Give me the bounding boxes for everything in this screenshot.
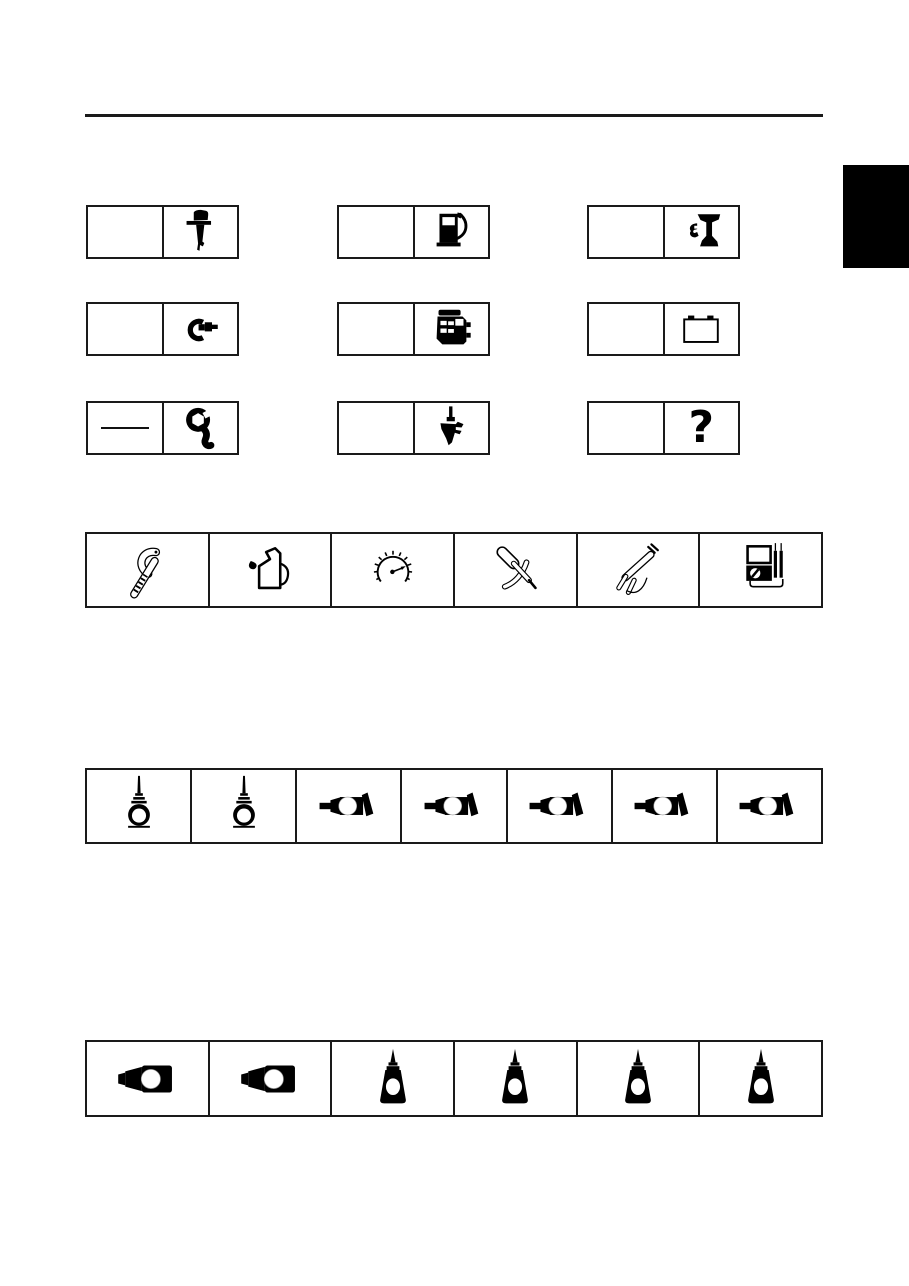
symbol-cell <box>716 770 821 842</box>
chapter-box-label-cell <box>589 207 665 257</box>
chapter-box-r1-c3 <box>587 205 740 259</box>
chapter-box-icon-cell <box>665 304 739 354</box>
symbol-cell <box>87 1042 208 1115</box>
chapter-box-label-cell <box>339 304 415 354</box>
symbol-cell <box>698 534 821 606</box>
chapter-box-label-cell <box>339 403 415 453</box>
vernier-calipers-icon <box>606 538 670 602</box>
sealant-tube-horizontal-icon <box>238 1047 302 1111</box>
sealant-tube-upright-icon <box>361 1047 425 1111</box>
symbol-cell <box>453 534 576 606</box>
bracket-unit-icon <box>677 208 725 256</box>
symbol-cell <box>87 534 208 606</box>
question-mark-icon: ? <box>688 402 715 453</box>
chapter-box-r2-c1 <box>86 302 239 356</box>
symbol-cell <box>330 534 453 606</box>
tool-symbol-strip <box>85 532 823 608</box>
chapter-box-label-cell <box>88 207 164 257</box>
chapter-box-icon-cell <box>415 304 489 354</box>
chapter-box-icon-cell <box>415 207 489 257</box>
symbol-cell <box>576 1042 699 1115</box>
power-unit-icon <box>427 305 475 353</box>
chapter-thumb-tab <box>843 165 909 268</box>
grease-applicator-icon <box>632 774 696 838</box>
sealant-tube-upright-icon <box>606 1047 670 1111</box>
chapter-box-label-cell <box>589 304 665 354</box>
oil-can-icon <box>238 538 302 602</box>
oiler-can-icon <box>107 774 171 838</box>
symbol-cell <box>208 1042 331 1115</box>
hand-tools-icon <box>115 538 179 602</box>
grease-applicator-icon <box>317 774 381 838</box>
grease-applicator-icon <box>527 774 591 838</box>
grease-applicator-icon <box>737 774 801 838</box>
symbol-cell <box>576 534 699 606</box>
symbol-cell <box>330 1042 453 1115</box>
chapter-box-label-cell <box>88 304 164 354</box>
multimeter-icon <box>729 538 793 602</box>
chapter-box-icon-cell <box>665 403 739 453</box>
micrometer-icon <box>176 305 224 353</box>
symbol-cell <box>611 770 716 842</box>
outboard-motor-icon <box>176 208 224 256</box>
symbol-cell <box>698 1042 821 1115</box>
chapter-box-icon-cell <box>164 304 238 354</box>
chapter-box-icon-cell <box>415 403 489 453</box>
chapter-box-r3-c1 <box>86 401 239 455</box>
chapter-box-r2-c2 <box>337 302 490 356</box>
symbol-cell <box>453 1042 576 1115</box>
battery-icon <box>677 305 725 353</box>
sealant-symbol-strip <box>85 1040 823 1117</box>
chapter-box-icon-cell <box>164 403 238 453</box>
chapter-box-icon-cell <box>164 207 238 257</box>
symbol-cell <box>208 534 331 606</box>
sealant-tube-upright-icon <box>729 1047 793 1111</box>
chapter-box-r2-c3 <box>587 302 740 356</box>
dash-placeholder <box>101 427 149 429</box>
chapter-box-r1-c2 <box>337 205 490 259</box>
symbol-cell <box>87 770 190 842</box>
chapter-box-label-cell <box>88 403 164 453</box>
fuel-pump-icon <box>427 208 475 256</box>
tachometer-gauge-icon <box>361 538 425 602</box>
chapter-box-r3-c3 <box>587 401 740 455</box>
chapter-box-label-cell <box>589 403 665 453</box>
torque-wrench-icon <box>483 538 547 602</box>
chapter-box-icon-cell <box>665 207 739 257</box>
symbol-cell <box>295 770 400 842</box>
sealant-tube-upright-icon <box>483 1047 547 1111</box>
lower-unit-icon <box>427 404 475 452</box>
grease-applicator-icon <box>422 774 486 838</box>
header-rule <box>85 114 823 117</box>
symbol-cell <box>400 770 505 842</box>
special-tool-wrench-icon <box>176 404 224 452</box>
sealant-tube-horizontal-icon <box>115 1047 179 1111</box>
symbol-cell <box>506 770 611 842</box>
chapter-box-r1-c1 <box>86 205 239 259</box>
chapter-box-r3-c2 <box>337 401 490 455</box>
chapter-box-label-cell <box>339 207 415 257</box>
symbol-cell <box>190 770 295 842</box>
lubricant-symbol-strip <box>85 768 823 844</box>
oiler-can-icon <box>212 774 276 838</box>
